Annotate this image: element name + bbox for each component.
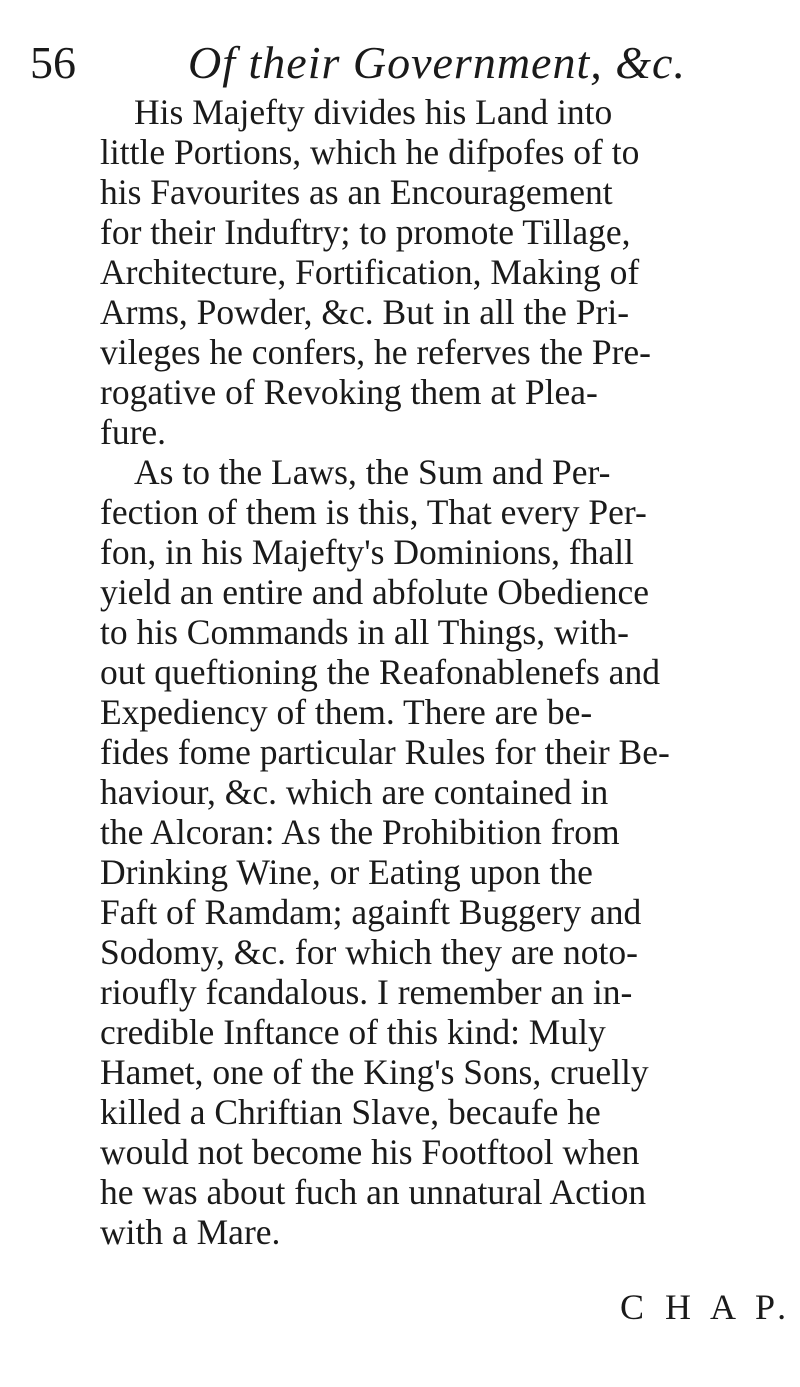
catchword: C H A P. xyxy=(620,1287,793,1327)
text-line: fection of them is this, That every Per- xyxy=(100,492,647,532)
text-line: killed a Chriftian Slave, becaufe he xyxy=(100,1092,601,1132)
text-line: to his Commands in all Things, with- xyxy=(100,612,629,652)
text-line: His Majefty divides his Land into xyxy=(134,92,613,132)
text-line: out queftioning the Reafonablenefs and xyxy=(100,652,660,692)
text-line: yield an entire and abfolute Obedience xyxy=(100,572,650,612)
text-line: his Favourites as an Encouragement xyxy=(100,172,613,212)
text-line: Sodomy, &c. for which they are noto- xyxy=(100,932,638,972)
text-line: he was about fuch an unnatural Action xyxy=(100,1172,647,1212)
text-line: little Portions, which he difpofes of to xyxy=(100,132,640,172)
text-line: would not become his Footftool when xyxy=(100,1132,640,1172)
text-line: fon, in his Majefty's Dominions, fhall xyxy=(100,532,634,572)
body-text xyxy=(100,92,780,1252)
text-line: Hamet, one of the King's Sons, cruelly xyxy=(100,1052,649,1092)
text-line: Faft of Ramdam; againft Buggery and xyxy=(100,892,642,932)
text-line: Architecture, Fortification, Making of xyxy=(100,252,640,292)
text-line: As to the Laws, the Sum and Per- xyxy=(134,452,611,492)
text-line: Expediency of them. There are be- xyxy=(100,692,593,732)
page-header xyxy=(30,28,790,98)
text-line: rogative of Revoking them at Plea- xyxy=(100,372,598,412)
text-line: with a Mare. xyxy=(100,1212,281,1252)
text-line: for their Induftry; to promote Tillage, xyxy=(100,212,631,252)
text-line: Arms, Powder, &c. But in all the Pri- xyxy=(100,292,630,332)
text-line: fure. xyxy=(100,412,167,452)
text-line: haviour, &c. which are contained in xyxy=(100,772,609,812)
page-number: 56 xyxy=(30,37,76,88)
text-line: credible Inftance of this kind: Muly xyxy=(100,1012,606,1052)
text-line: the Alcoran: As the Prohibition from xyxy=(100,812,620,852)
text-line: vileges he confers, he referves the Pre- xyxy=(100,332,651,372)
text-line: rioufly fcandalous. I remember an in- xyxy=(100,972,633,1012)
running-head: Of their Government, &c. xyxy=(188,37,686,88)
text-line: Drinking Wine, or Eating upon the xyxy=(100,852,593,892)
text-line: fides fome particular Rules for their Be- xyxy=(100,732,670,772)
